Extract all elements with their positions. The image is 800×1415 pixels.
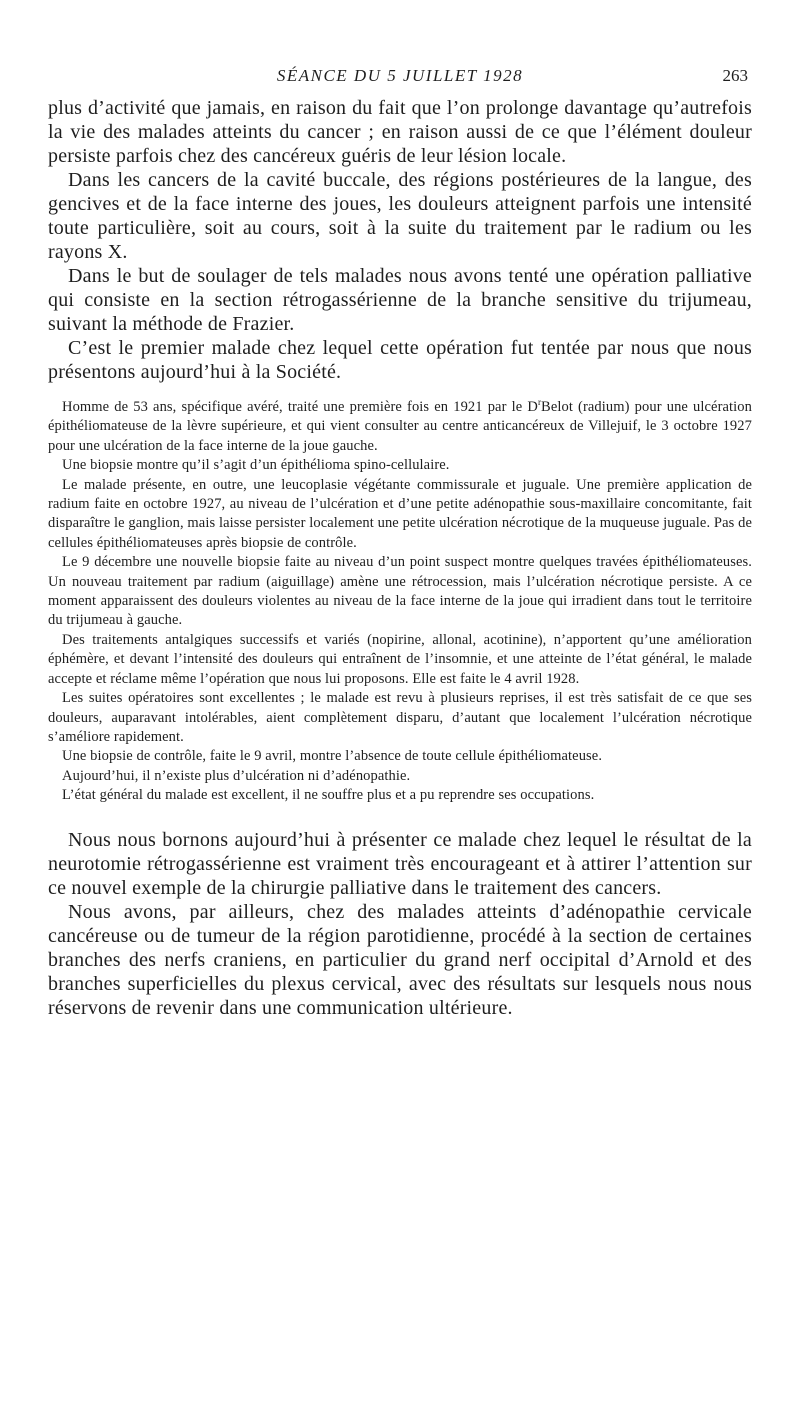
intro-paragraph-1: plus d’activité que jamais, en raison du fait que l’on prolonge davantage qu’autrefois la vie des malades atteints du cancer ; en raison aussi de ce que l’élément douleur persiste parfois chez des cancéreux guéris de leur lésion locale.: [48, 97, 752, 167]
conclusion-paragraph-2: Nous avons, par ailleurs, chez des malades atteints d’adénopathie cervicale cancéreuse ou de tumeur de la région parotidienne, procédé à la section de certaines branches des nerfs craniens, en particulier du grand nerf occipital d’Arnold et des branches superficielles du plexus cervical, avec des résultats sur lesquels nous nous réservons de revenir dans une communication ultérieure.: [48, 900, 752, 1019]
page-number: 263: [722, 66, 748, 85]
case-paragraph-9: L’état général du malade est excellent, il ne souffre plus et a pu reprendre ses occupations.: [62, 787, 595, 804]
case-paragraph-1: [48, 398, 752, 456]
case-text-rest: Belot (radium) pour une ulcération épithéliomateuse de la lèvre supérieure, et qui vient consulter au centre anticancéreux de Villejuif, le 3 octobre 1927 pour une ulcération de la face interne de la joue gauche.: [48, 399, 753, 454]
case-paragraph-5: Des traitements antalgiques successifs et variés (nopirine, allonal, acotinine), n’apportent qu’une amélioration éphémère, et devant l’intensité des douleurs qui entraînent de l’insomnie, et une atteinte de l’état général, le malade accepte et réclame même l’opération que nous lui proposons. Elle est faite le 4 avril 1928.: [48, 631, 752, 687]
intro-paragraph-2: Dans les cancers de la cavité buccale, des régions postérieures de la langue, des gencives et de la face interne des joues, les douleurs atteignent parfois une intensité toute particulière, soit au cours, soit à la suite du traitement par le radium ou les rayons X.: [48, 169, 752, 263]
conclusion-paragraph-1: Nous nous bornons aujourd’hui à présenter ce malade chez lequel le résultat de la neurotomie rétrogassérienne est vraiment très encourageant et à attirer l’attention sur ce nouvel exemple de la chirurgie palliative dans le traitement des cancers.: [48, 828, 752, 899]
case-paragraph-6: Les suites opératoires sont excellentes ; le malade est revu à plusieurs reprises, il est très satisfait de ce que ses douleurs, auparavant intolérables, aient complètement disparu, d’autant que localement l’ulcération nécrotique s’améliore rapidement.: [48, 690, 752, 745]
intro-paragraph-4: C’est le premier malade chez lequel cette opération fut tentée par nous que nous présentons aujourd’hui à la Société.: [48, 337, 752, 383]
case-paragraph-2: Une biopsie montre qu’il s’agit d’un épithélioma spino-cellulaire.: [62, 457, 450, 474]
case-report: [48, 398, 752, 806]
case-paragraph-8: Aujourd’hui, il n’existe plus d’ulcération ni d’adénopathie.: [62, 767, 411, 784]
case-text-start: Homme de 53 ans, spécifique avéré, traité une première fois en 1921 par le D: [62, 399, 538, 415]
case-paragraph-4: Le 9 décembre une nouvelle biopsie faite au niveau d’un point suspect montre quelques travées épithéliomateuses. Un nouveau traitement par radium (aiguillage) amène une rétrocession, mais l’ulcération nécrotique persiste. A ce moment apparaissent des douleurs violentes au niveau de la face interne de la joue qui irradient dans tout le territoire du trijumeau à gauche.: [48, 554, 752, 629]
case-paragraph-7: Une biopsie de contrôle, faite le 9 avril, montre l’absence de toute cellule épithéliomateuse.: [62, 748, 603, 765]
case-paragraph-3: Le malade présente, en outre, une leucoplasie végétante commissurale et juguale. Une première application de radium faite en octobre 1927, au niveau de l’ulcération et d’une petite adénopathie sous-maxillaire concomitante, fait disparaître le ganglion, mais laisse persister localement une petite ulcération nécrotique de la muqueuse juguale. Pas de cellules épithéliomateuses après biopsie de contrôle.: [48, 476, 752, 551]
running-head: SÉANCE DU 5 JUILLET 1928: [276, 66, 524, 85]
doctor-abbrev-sup: r: [537, 397, 542, 408]
conclusion-section: [48, 828, 752, 1020]
intro-paragraph-3: Dans le but de soulager de tels malades nous avons tenté une opération palliative qui consiste en la section rétrogassérienne de la branche sensitive du trijumeau, suivant la méthode de Frazier.: [48, 265, 752, 335]
page-header: [48, 66, 752, 96]
intro-section: [48, 96, 752, 384]
